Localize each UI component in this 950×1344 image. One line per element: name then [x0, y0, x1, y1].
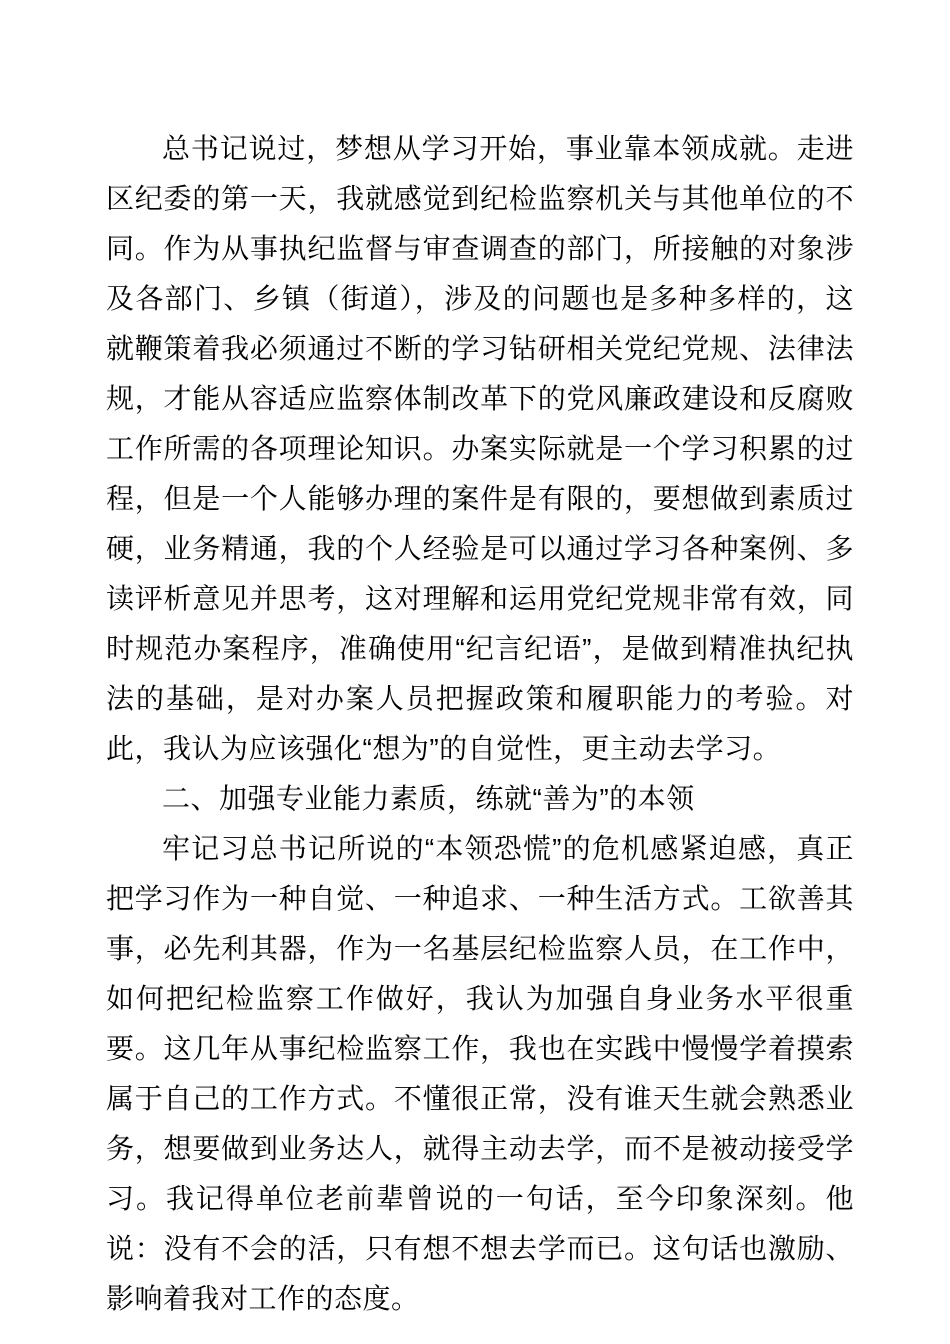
section-heading: 二、加强专业能力素质，练就“善为”的本领 [162, 783, 695, 814]
paragraph-body-1: 总书记说过，梦想从学习开始，事业靠本领成就。走进区纪委的第一天，我就感觉到纪检监察机关与其他单位的不同。作为从事执纪监督与审查调查的部门，所接触的对象涉及各部门、乡镇（街道），涉及的问题也是多种多样的，这就鞭策着我必须通过不断的学习钻研相关党纪党规、法律法规，才能从容适应监察体制改革下的党风廉政建设和反腐败工作所需的各项理论知识。办案实际就是一个学习积累的过程，但是一个人能够办理的案件是有限的，要想做到素质过硬，业务精通，我的个人经验是可以通过学习各种案例、多读评析意见并思考，这对理解和运用党纪党规非常有效，同时规范办案程序，准确使用“纪言纪语”，是做到精准执纪执法的基础，是对办案人员把握政策和履职能力的考验。对此，我认为应该强化“想为”的自觉性，更主动去学习。 [106, 133, 854, 764]
paragraph-body-2: 牢记习总书记所说的“本领恐慌”的危机感紧迫感，真正把学习作为一种自觉、一种追求、一种生活方式。工欲善其事，必先利其器，作为一名基层纪检监察人员，在工作中，如何把纪检监察工作做好，我认为加强自身业务水平很重要。这几年从事纪检监察工作，我也在实践中慢慢学着摸索属于自己的工作方式。不懂很正常，没有谁天生就会熟悉业务，想要做到业务达人，就得主动去学，而不是被动接受学习。我记得单位老前辈曾说的一句话，至今印象深刻。他说：没有不会的活，只有想不想去学而已。这句话也激励、影响着我对工作的态度。 [106, 833, 854, 1314]
